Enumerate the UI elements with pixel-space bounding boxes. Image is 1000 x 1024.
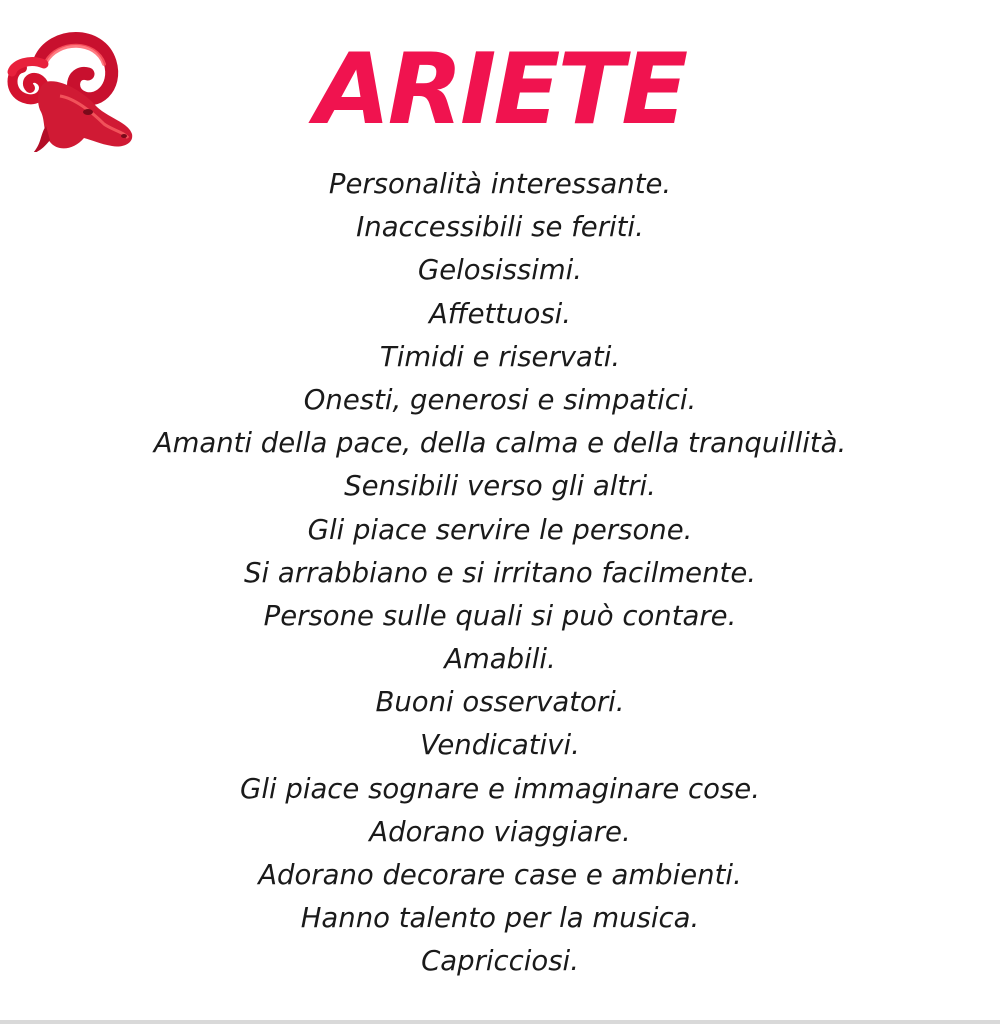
list-item: Buoni osservatori. [375, 686, 625, 719]
list-item: Capricciosi. [421, 945, 579, 978]
bottom-divider [0, 1020, 1000, 1024]
list-item: Affettuosi. [428, 297, 572, 330]
list-item: Personalità interessante. [328, 168, 672, 200]
list-item: Gli piace sognare e immaginare cose. [240, 772, 760, 805]
list-item: Persone sulle quali si può contare. [263, 599, 737, 632]
list-item: Amanti della pace, della calma e della tranquillità. [153, 427, 847, 460]
list-item: Gelosissimi. [417, 254, 583, 287]
list-item: Sensibili verso gli altri. [344, 470, 656, 503]
list-item: Onesti, generosi e simpatici. [303, 383, 697, 416]
list-item: Adorano decorare case e ambienti. [258, 859, 742, 891]
page-title: ARIETE [314, 33, 686, 147]
list-item: Gli piace servire le persone. [307, 513, 693, 546]
list-item: Si arrabbiano e si irritano facilmente. [244, 556, 756, 589]
list-item: Adorano viaggiare. [369, 815, 631, 848]
list-item: Hanno talento per la musica. [300, 902, 700, 935]
list-item: Vendicativi. [420, 729, 580, 762]
traits-list [0, 163, 1000, 984]
list-item: Inaccessibili se feriti. [356, 211, 644, 244]
list-item: Amabili. [444, 643, 556, 676]
list-item: Timidi e riservati. [379, 340, 621, 373]
